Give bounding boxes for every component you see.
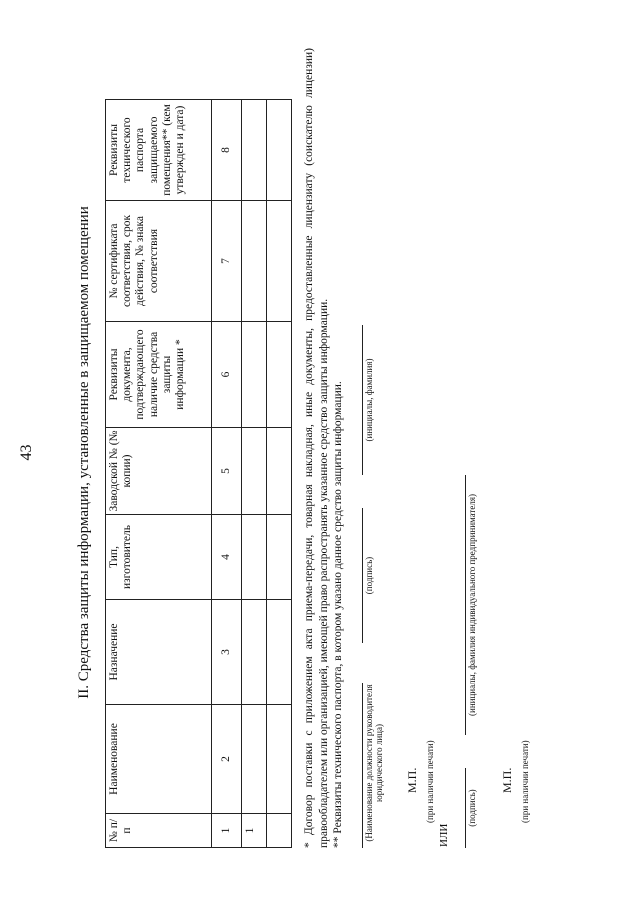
table-row	[267, 100, 292, 848]
position-label: (Наименование должности руководителя юридического лица)	[364, 684, 384, 842]
column-number: 5	[212, 428, 242, 515]
signature-label-2: (подпись)	[467, 789, 477, 827]
stamp-note: (при наличии печати)	[425, 740, 435, 823]
table-cell	[267, 100, 292, 201]
table-cell	[242, 322, 267, 428]
table-cell	[242, 100, 267, 201]
stamp-mark: М.П.	[405, 767, 419, 793]
header-cell: № сертификата соответствия, срок действия, № знака соответствия	[106, 201, 212, 322]
footnotes	[302, 48, 346, 848]
header-cell: Тип, изготовитель	[106, 515, 212, 600]
header-cell: Заводской № (№ копии)	[106, 428, 212, 515]
header-cell: Наименование	[106, 705, 212, 814]
column-number: 8	[212, 100, 242, 201]
or-label: ИЛИ	[438, 823, 450, 847]
table-cell	[267, 201, 292, 322]
footnote-2: ** Реквизиты технического паспорта, в котором указано данное средство защиты информации.	[332, 381, 345, 848]
column-number: 7	[212, 201, 242, 322]
initials-label: (инициалы, фамилия)	[364, 358, 374, 442]
entrepreneur-label: (инициалы, фамилия индивидуального предпринимателя)	[467, 494, 477, 716]
table-cell: 1	[242, 814, 267, 848]
equipment-table	[105, 99, 292, 848]
signature-label: (подпись)	[364, 556, 374, 595]
table-cell	[267, 428, 292, 515]
table-cell	[242, 201, 267, 322]
column-number: 6	[212, 322, 242, 428]
table-cell	[267, 515, 292, 600]
table-cell	[267, 600, 292, 705]
table-cell	[267, 814, 292, 848]
position-line	[362, 683, 363, 848]
column-number: 4	[212, 515, 242, 600]
initials-line	[362, 325, 363, 475]
signature-line-2	[465, 768, 466, 848]
footnote-1: * Договор поставки с приложением акта приема-передачи, товарная накладная, иные документы, предоставленные лицензиату (соискателю лицензии) правообладателем или организацией, имеющей право распространять указанное средство защиты информации.	[303, 48, 330, 848]
entrepreneur-line	[465, 475, 466, 735]
table-cell	[242, 515, 267, 600]
section-title: II. Средства защиты информации, установленные в защищаемом помещении	[76, 206, 92, 699]
stamp-note-2: (при наличии печати)	[520, 740, 530, 823]
table-cell	[242, 705, 267, 814]
table-cell	[267, 705, 292, 814]
table-header-row	[106, 100, 212, 848]
table-cell	[242, 600, 267, 705]
header-cell: Реквизиты технического паспорта защищаемого помещения** (кем утвержден и дата)	[106, 100, 212, 201]
header-cell: Реквизиты документа, подтверждающего наличие средства защиты информации *	[106, 322, 212, 428]
stamp-mark-2: М.П.	[500, 767, 514, 793]
column-number-row	[212, 100, 242, 848]
signature-line	[362, 508, 363, 643]
column-number: 2	[212, 705, 242, 814]
header-cell: Назначение	[106, 600, 212, 705]
table-row	[242, 100, 267, 848]
header-cell: № п/п	[106, 814, 212, 848]
page-number: 43	[18, 444, 35, 461]
table-cell	[242, 428, 267, 515]
table-cell	[267, 322, 292, 428]
column-number: 3	[212, 600, 242, 705]
column-number: 1	[212, 814, 242, 848]
